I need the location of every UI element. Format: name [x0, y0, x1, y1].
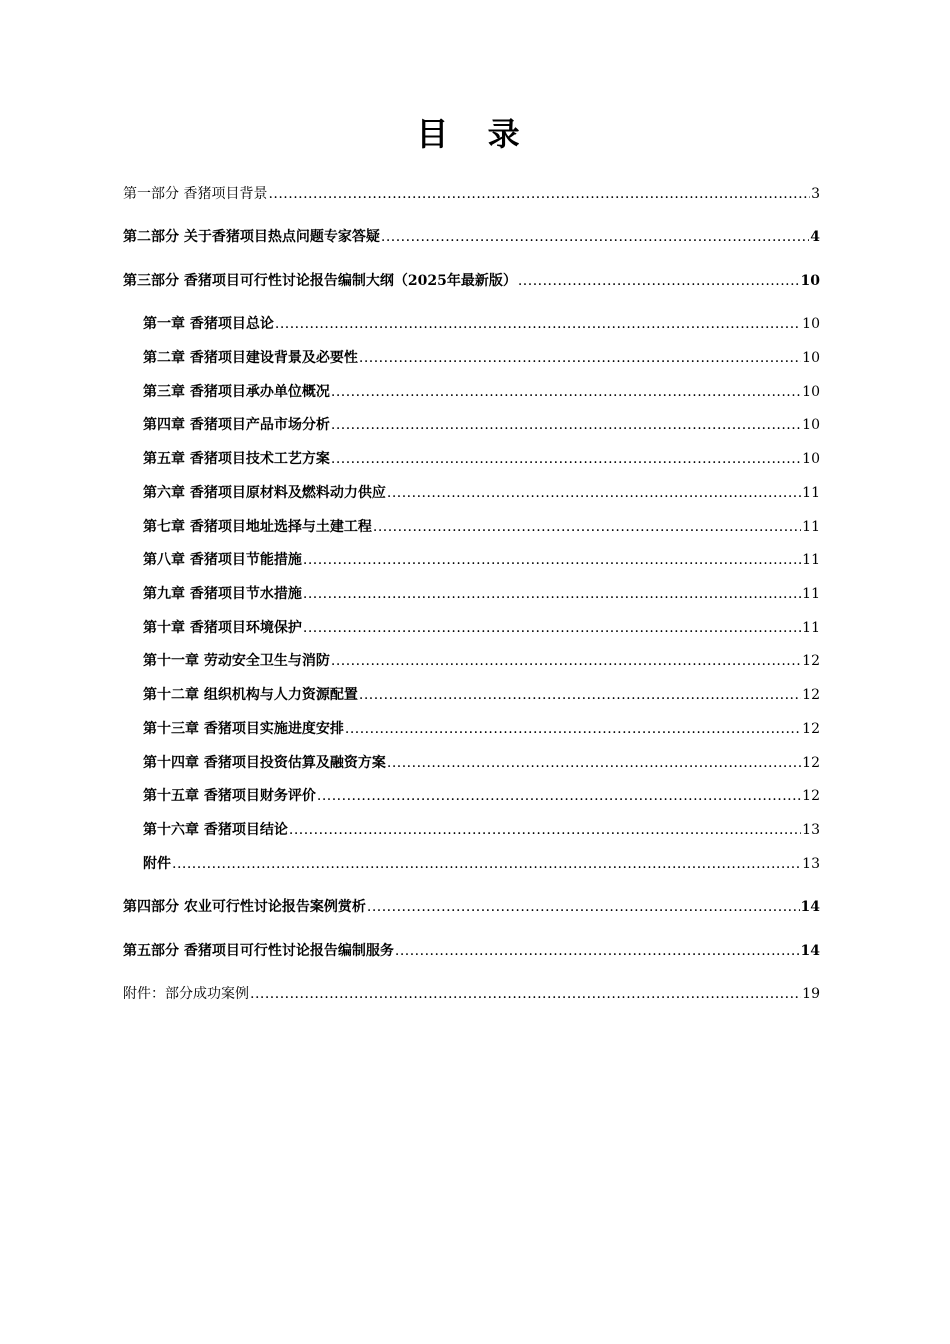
dot-leader: [331, 650, 801, 672]
toc-entry-label: 第四章 香猪项目产品市场分析: [143, 417, 330, 433]
dot-leader: [345, 718, 801, 740]
toc-entry-label: 第八章 香猪项目节能措施: [143, 552, 302, 568]
dot-leader: [303, 617, 801, 639]
toc-entry-part-4[interactable]: [123, 896, 820, 918]
toc-entry-label: 第十五章 香猪项目财务评价: [143, 788, 316, 804]
toc-entry-page: 11: [802, 485, 820, 501]
toc-entry-page: 10: [802, 316, 820, 332]
toc-entry-page: 11: [802, 519, 820, 535]
toc-entry-part-1[interactable]: [123, 183, 820, 205]
toc-entry-chapter-3[interactable]: [143, 381, 820, 403]
dot-leader: [331, 448, 801, 470]
toc-entry-chapter-10[interactable]: [143, 617, 820, 639]
toc-entry-page: 10: [802, 451, 820, 467]
toc-entry-label: 第二部分 关于香猪项目热点问题专家答疑: [123, 229, 380, 245]
toc-entry-chapter-2[interactable]: [143, 347, 820, 369]
toc-entry-label: 附件: [143, 856, 171, 872]
page-title: 目 录: [416, 115, 534, 153]
toc-entry-chapter-16[interactable]: [143, 819, 820, 841]
dot-leader: [381, 226, 809, 248]
dot-leader: [373, 516, 801, 538]
toc-entry-label: 第六章 香猪项目原材料及燃料动力供应: [143, 485, 386, 501]
toc-entry-label: 第三部分 香猪项目可行性讨论报告编制大纲（2025年最新版）: [123, 273, 517, 289]
toc-entry-chapter-13[interactable]: [143, 718, 820, 740]
toc-entry-chapter-6[interactable]: [143, 482, 820, 504]
toc-entry-success-cases[interactable]: [123, 983, 820, 1005]
toc-entry-label: 第十二章 组织机构与人力资源配置: [143, 687, 358, 703]
toc-entry-page: 13: [802, 822, 820, 838]
toc-entry-label: 第十四章 香猪项目投资估算及融资方案: [143, 755, 386, 771]
toc-entry-label: 第五章 香猪项目技术工艺方案: [143, 451, 330, 467]
toc-entry-label: 第一章 香猪项目总论: [143, 316, 274, 332]
dot-leader: [359, 347, 801, 369]
toc-entry-page: 10: [802, 384, 820, 400]
toc-entry-page: 12: [802, 755, 820, 771]
toc-entry-label: 第九章 香猪项目节水措施: [143, 586, 302, 602]
toc-entry-part-3[interactable]: [123, 270, 820, 292]
toc-entry-appendix[interactable]: [143, 853, 820, 875]
toc-entry-chapter-12[interactable]: [143, 684, 820, 706]
toc-entry-label: 第二章 香猪项目建设背景及必要性: [143, 350, 358, 366]
toc-entry-page: 13: [802, 856, 820, 872]
toc-entry-page: 14: [800, 899, 820, 915]
toc-entry-chapter-9[interactable]: [143, 583, 820, 605]
toc-entry-chapter-8[interactable]: [143, 549, 820, 571]
toc-entry-chapter-5[interactable]: [143, 448, 820, 470]
dot-leader: [268, 183, 810, 205]
toc-entry-label: 附件：部分成功案例: [123, 986, 249, 1002]
toc-entry-chapter-4[interactable]: [143, 414, 820, 436]
toc-entry-page: 12: [802, 721, 820, 737]
toc-entry-chapter-1[interactable]: [143, 313, 820, 335]
toc-entry-page: 19: [802, 986, 820, 1002]
dot-leader: [317, 785, 801, 807]
dot-leader: [275, 313, 801, 335]
toc-entry-chapter-11[interactable]: [143, 650, 820, 672]
toc-entry-part-2[interactable]: [123, 226, 820, 248]
toc-entry-page: 11: [802, 552, 820, 568]
dot-leader: [331, 414, 801, 436]
dot-leader: [303, 583, 801, 605]
toc-entry-chapter-7[interactable]: [143, 516, 820, 538]
toc-entry-label: 第十章 香猪项目环境保护: [143, 620, 302, 636]
toc-entry-page: 3: [811, 186, 820, 202]
dot-leader: [289, 819, 801, 841]
toc-entry-page: 4: [810, 229, 820, 245]
toc-entry-label: 第十六章 香猪项目结论: [143, 822, 288, 838]
dot-leader: [387, 752, 801, 774]
toc-entry-label: 第十一章 劳动安全卫生与消防: [143, 653, 330, 669]
toc-entry-page: 10: [802, 417, 820, 433]
dot-leader: [518, 270, 800, 292]
dot-leader: [250, 983, 801, 1005]
toc-entry-page: 10: [802, 350, 820, 366]
dot-leader: [303, 549, 801, 571]
toc-entry-part-5[interactable]: [123, 940, 820, 962]
toc-entry-page: 11: [802, 586, 820, 602]
toc-entry-label: 第四部分 农业可行性讨论报告案例赏析: [123, 899, 366, 915]
toc-entry-page: 12: [802, 687, 820, 703]
toc-entry-page: 14: [800, 943, 820, 959]
toc-entry-page: 10: [800, 273, 820, 289]
toc-entry-chapter-15[interactable]: [143, 785, 820, 807]
dot-leader: [395, 940, 800, 962]
toc-entry-page: 12: [802, 788, 820, 804]
dot-leader: [367, 896, 800, 918]
toc-entry-chapter-14[interactable]: [143, 752, 820, 774]
dot-leader: [331, 381, 801, 403]
toc-entry-label: 第十三章 香猪项目实施进度安排: [143, 721, 344, 737]
toc-entry-page: 11: [802, 620, 820, 636]
toc-entry-label: 第三章 香猪项目承办单位概况: [143, 384, 330, 400]
toc-entry-label: 第七章 香猪项目地址选择与土建工程: [143, 519, 372, 535]
toc-entry-label: 第一部分 香猪项目背景: [123, 186, 268, 202]
dot-leader: [172, 853, 801, 875]
toc-entry-page: 12: [802, 653, 820, 669]
toc-entry-label: 第五部分 香猪项目可行性讨论报告编制服务: [123, 943, 394, 959]
dot-leader: [359, 684, 801, 706]
dot-leader: [387, 482, 801, 504]
